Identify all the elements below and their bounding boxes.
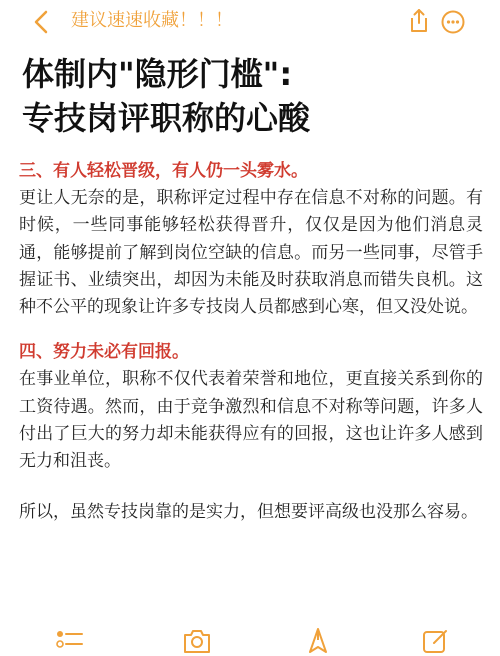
section-4-paragraph-2: 所以，虽然专技岗靠的是实力，但想要评高级也没那么容易。	[19, 502, 478, 523]
note-title: 建议速速收藏！！！	[71, 10, 233, 31]
note-body	[19, 158, 483, 526]
headline-line-2: 专技岗评职称的心酸	[22, 99, 311, 137]
bottom-toolbar	[0, 618, 500, 656]
section-title-3: 三、有人轻松晋级，有人仍一头雾水。	[19, 161, 308, 181]
chevron-left-icon[interactable]	[30, 8, 54, 36]
top-bar	[0, 0, 500, 44]
list-icon[interactable]	[55, 626, 85, 656]
camera-icon[interactable]	[182, 626, 212, 656]
edit-icon[interactable]	[420, 626, 450, 656]
more-icon[interactable]	[441, 10, 465, 34]
section-3-paragraph: 更让人无奈的是，职称评定过程中存在信息不对称的问题。有时候，一些同事能够轻松获得晋升，仅仅是因为他们消息灵通，能够提前了解到岗位空缺的信息。而另一些同事，尽管手握证书、业绩突出，却因为未能及时获取消息而错失良机。这种不公平的现象让许多专技岗人员都感到心寒，但又没处说。	[19, 188, 483, 318]
share-icon[interactable]	[408, 8, 430, 34]
section-4-paragraph-1: 在事业单位，职称不仅代表着荣誉和地位，更直接关系到你的工资待遇。然而，由于竞争激烈和信息不对称等问题，许多人付出了巨大的努力却未能获得应有的回报，这也让许多人感到无力和沮丧。	[19, 369, 483, 472]
headline	[22, 52, 482, 140]
section-title-4: 四、努力未必有回报。	[19, 342, 189, 363]
headline-line-1: 体制内"隐形门槛":	[22, 55, 293, 93]
pen-icon[interactable]	[303, 626, 333, 656]
